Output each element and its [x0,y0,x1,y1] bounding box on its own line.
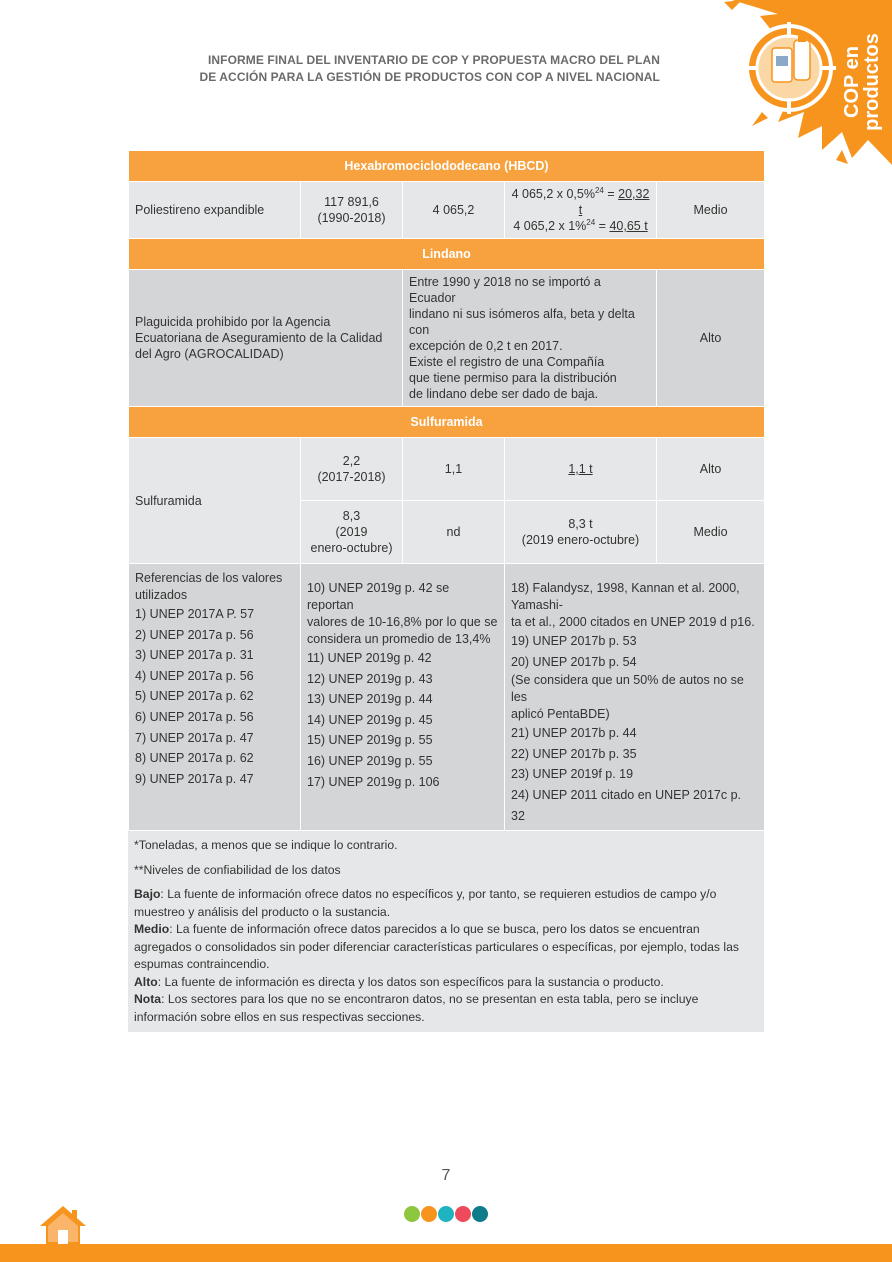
header-line-1: INFORME FINAL DEL INVENTARIO DE COP Y PROPUESTA MACRO DEL PLAN [207,53,660,67]
tonnes-note: *Toneladas, a menos que se indique lo contrario. [134,838,398,853]
badge-text-line-1: COP en [841,46,863,118]
section-title: Lindano [129,239,765,270]
table-row [129,438,765,501]
result-cell: 1,1 t [505,438,657,501]
home-icon[interactable] [38,1204,88,1246]
dot-green [404,1206,420,1222]
amount-cell: 8,3 (2019 enero-octubre) [301,501,403,564]
section-title: Sulfuramida [129,407,765,438]
header-line-2: DE ACCIÓN PARA LA GESTIÓN DE PRODUCTOS CON COP A NIVEL NACIONAL [199,70,660,84]
info-cell: Entre 1990 y 2018 no se importó a Ecuador lindano ni sus isómeros alfa, beta y delta con excepción de 0,2 t en 2017. Existe el registro de una Compañía que tiene permiso para la distribución de lindano debe ser dado de baja. [403,270,657,407]
value-cell: 1,1 [403,438,505,501]
references-col-2: 10) UNEP 2019g p. 42 se reportan valores de 10-16,8% por lo que se considera un promedio de 13,4% 11) UNEP 2019g p. 42 12) UNEP 2019g p. 43 13) UNEP 2019g p. 44 14) UNEP 2019g p. 45 15) UNEP 2019g p. 55 16) UNEP 2019g p. 55 17) UNEP 2019g p. 106 [301,564,505,831]
page-number: 7 [441,1167,451,1184]
dot-dark-teal [472,1206,488,1222]
dot-orange [421,1206,437,1222]
references-col-3: 18) Falandysz, 1998, Kannan et al. 2000, Yamashi- ta et al., 2000 citados en UNEP 2019 d p16. 19) UNEP 2017b p. 53 20) UNEP 2017b p. 54 (Se considera que un 50% de autos no se les aplicó PentaBDE) 21) UNEP 2017b p. 44 22) UNEP 2017b p. 35 23) UNEP 2019f p. 19 24) UNEP 2011 citado en UNEP 2017c p. 32 [505,564,765,831]
table-notes [128,831,764,1032]
cop-inventory-table [128,150,764,1032]
reliability-cell: Alto [657,270,765,407]
product-cell: Poliestireno expandible [129,182,301,239]
section-header-hbcd [129,151,765,182]
amount-cell: 2,2 (2017-2018) [301,438,403,501]
calculation-cell: 4 065,2 x 0,5%$^{24}$ = 20,32 t 4 065,2 x 1%$^{24}$ = 40,65 t [505,182,657,239]
note-alto: Alto: La fuente de información es directa y los datos son específicos para la sustancia o producto. [134,974,664,989]
badge-text-line-2: productos [861,33,883,131]
section-title: Hexabromociclododecano (HBCD) [129,151,765,182]
document-header [180,52,660,86]
product-cell: Plaguicida prohibido por la Agencia Ecuatoriana de Aseguramiento de la Calidad del Agro (AGROCALIDAD) [129,270,403,407]
section-header-lindano [129,239,765,270]
reliability-cell: Medio [657,182,765,239]
section-header-sulfuramida [129,407,765,438]
reliability-cell: Alto [657,438,765,501]
dot-red [455,1206,471,1222]
pagination-dots [404,1206,488,1222]
note-bajo: Bajo: La fuente de información ofrece datos no específicos y, por tanto, se requieren estudios de campo y/o muestreo y análisis del producto o la sustancia. [134,887,717,919]
table-row [129,182,765,239]
amount-cell: 117 891,6 (1990-2018) [301,182,403,239]
references-row [129,564,765,831]
dot-teal [438,1206,454,1222]
value-cell: nd [403,501,505,564]
product-cell: Sulfuramida [129,438,301,564]
table-row [129,270,765,407]
note-nota: Nota: Los sectores para los que no se encontraron datos, no se presentan en esta tabla, pero se incluye información sobre ellos en sus respectivas secciones. [134,992,699,1024]
reliability-title: **Niveles de confiabilidad de los datos [134,862,341,877]
reliability-cell: Medio [657,501,765,564]
note-medio: Medio: La fuente de información ofrece datos parecidos a lo que se busca, pero los datos se encuentran agregados o consolidados sin poder diferenciar características particulares o específicas, por ejemplo, todas las espumas contraincendio. [134,922,739,972]
value-cell: 4 065,2 [403,182,505,239]
footer-bar [0,1244,892,1262]
cop-products-badge [672,0,892,165]
result-cell: 8,3 t (2019 enero-octubre) [505,501,657,564]
references-col-1: Referencias de los valores utilizados 1) UNEP 2017A P. 57 2) UNEP 2017a p. 56 3) UNEP 2017a p. 31 4) UNEP 2017a p. 56 5) UNEP 2017a p. 62 6) UNEP 2017a p. 56 7) UNEP 2017a p. 47 8) UNEP 2017a p. 62 9) UNEP 2017a p. 47 [129,564,301,831]
